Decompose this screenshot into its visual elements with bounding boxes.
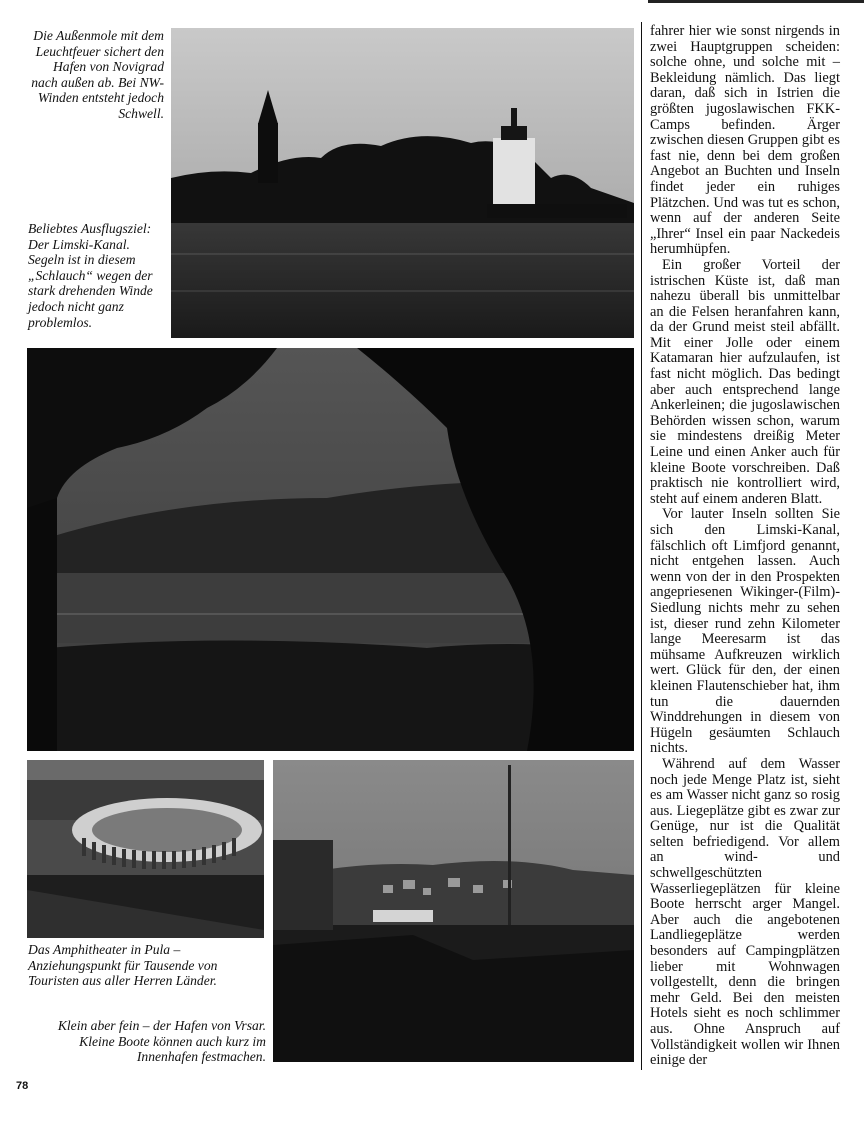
photo-vrsar-harbour [273,760,634,1062]
caption-pula: Das Amphitheater in Pula – Anziehungspunkt für Tausende von Touristen aus aller Herren Länder. [28,942,218,989]
top-rule [648,0,864,3]
photo-pula-amphitheater [27,760,264,938]
caption-vrsar: Klein aber fein – der Hafen von Vrsar. Kleine Boote können auch kurz im Innenhafen festmachen. [57,1018,266,1065]
column-rule [641,22,642,1070]
article-text [650,24,840,1069]
photo-novigrad-lighthouse [171,28,634,338]
photo-limski-kanal [27,348,634,751]
page-number: 78 [16,1080,29,1092]
caption-lighthouse: Die Außenmole mit dem Leuchtfeuer sichert den Hafen von Novigrad nach außen ab. Bei NW-Winden entsteht jedoch Schwell. [31,28,164,121]
article-paragraph-3: Vor lauter Inseln sollten Sie sich den Limski-Kanal, fälschlich oft Limfjord genannt, nicht entgehen lassen. Auch wenn von der in den Prospekten angepriesenen Wikinger-(Film)-Siedlung nichts mehr zu sehen ist, dieser rund zehn Kilometer lange Meeresarm ist das mühsame Aufkreuzen wirklich wert. Glück für den, der einen kleinen Flautenschieber hat, ihm tun die dauernden Winddrehungen in diesem von Hügeln gesäumten Schlauch nichts. [650,506,840,757]
article-paragraph-2: Ein großer Vorteil der istrischen Küste ist, daß man nahezu überall bis unmittelbar an die Felsen heranfahren kann, da der Grund meist steil abfällt. Mit einer Jolle oder einem Katamaran hier aufzulaufen, ist fast nicht möglich. Das bedingt aber auch entsprechend lange Ankerleinen; die jugoslawischen Behörden wissen schon, warum sie mindestens dreißig Meter Leine und einen Anker auch für kleine Boote vorschreiben. Daß praktisch nie kontrolliert wird, steht auf einem anderen Blatt. [650,256,840,507]
article-paragraph-4: Während auf dem Wasser noch jede Menge Platz ist, sieht es am Wasser nicht ganz so rosig aus. Liegeplätze gibt es zwar zur Genüge, nur ist die Qualität selten befriedigend. Vor allem an wind- und schwellgeschützten Wasserliegeplätzen für kleine Boote herrscht arger Mangel. Aber auch die angebotenen Landliegeplätze werden besonders auf Campingplätzen lieber mit Wohnwagen vollgestellt, denn die bringen mehr Geld. Bei den meisten Hotels sieht es noch schlimmer aus. Ohne Anspruch auf Vollständigkeit wollen wir Ihnen einige der [650,755,840,1069]
article-paragraph-1: fahrer hier wie sonst nirgends in zwei Hauptgruppen scheiden: solche ohne, und solche mit – Bekleidung nämlich. Das liegt daran, daß sich in Istrien die größten jugoslawischen FKK-Camps befinden. Ärger zwischen diesen Gruppen gibt es fast nie, denn bei dem großen Angebot an Buchten und Inseln findet jeder ein ruhiges Plätzchen. Und was tut es schon, wenn auf der anderen Seite „Ihrer“ Insel ein paar Nackedeis herumhüpfen. [650,23,840,258]
caption-limski: Beliebtes Ausflugsziel: Der Limski-Kanal. Segeln ist in diesem „Schlauch“ wegen der stark drehenden Winde jedoch nicht ganz problemlos. [28,221,153,330]
